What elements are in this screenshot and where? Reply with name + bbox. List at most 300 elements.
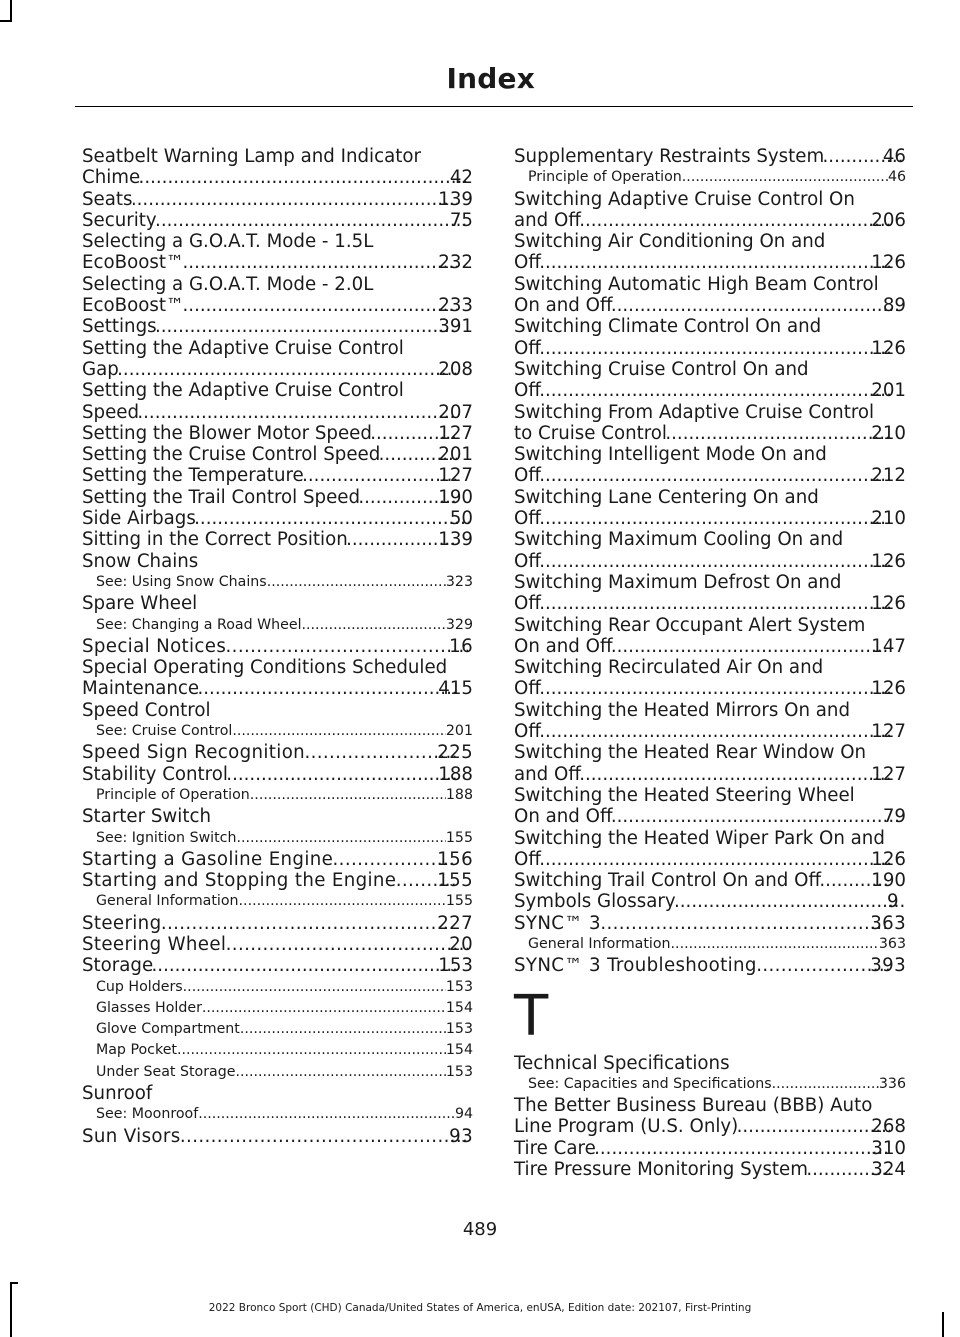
page-reference: 268	[871, 1116, 906, 1138]
index-entry-text: Principle of Operation	[96, 786, 250, 803]
footer-edition-note: 2022 Bronco Sport (CHD) Canada/United States of America, enUSA, Edition date: 202107, First-Printing	[208, 1302, 752, 1314]
index-subentry[interactable]	[82, 1062, 473, 1083]
index-entry-lead: Selecting a G.O.A.T. Mode - 1.5L	[82, 231, 374, 253]
dot-leader	[226, 636, 468, 657]
index-entry[interactable]	[82, 508, 473, 529]
page-reference: 50	[449, 508, 473, 530]
page-reference: 153	[445, 1021, 473, 1038]
page-reference: 127	[871, 763, 906, 785]
page-reference: 155	[437, 870, 473, 892]
index-entry-text: See: Cruise Control	[96, 723, 233, 740]
index-entry-row	[514, 848, 906, 870]
page-reference: 154	[445, 999, 473, 1016]
index-entry-row	[514, 763, 906, 785]
index-entry[interactable]	[82, 444, 473, 465]
index-entry-text: SYNC™ 3 Troubleshooting	[514, 955, 757, 977]
dot-leader	[239, 891, 446, 912]
index-entry-lead: Switching Automatic High Beam Control	[514, 273, 879, 295]
index-entry[interactable]	[514, 1159, 906, 1180]
index-entry[interactable]	[82, 465, 473, 486]
index-entry[interactable]	[82, 274, 473, 317]
index-entry-text: Symbols Glossary	[514, 891, 676, 913]
index-entry[interactable]	[514, 870, 906, 891]
crop-mark	[10, 1282, 18, 1284]
index-entry-row	[514, 955, 906, 977]
dot-leader	[199, 678, 457, 699]
page-reference: 126	[871, 593, 906, 615]
page-number: 489	[462, 1219, 498, 1240]
index-entry-row: Symbols Glossary ..... 9	[533, 891, 906, 912]
dot-leader	[304, 465, 458, 486]
index-subentry[interactable]	[82, 1040, 473, 1061]
index-entry-text: Setting the Trail Control Speed	[82, 486, 361, 508]
index-entry[interactable]	[82, 487, 473, 508]
index-subentry[interactable]	[82, 977, 473, 998]
page-reference: 126	[871, 550, 906, 572]
index-entry[interactable]	[514, 657, 906, 700]
index-entry-row	[82, 635, 473, 657]
dot-leader	[682, 167, 888, 188]
page-reference: 153	[445, 1063, 473, 1080]
index-entry[interactable]	[82, 380, 473, 423]
index-entry[interactable]	[514, 402, 906, 445]
index-entry-text: Principle of Operation	[528, 169, 682, 186]
index-entry[interactable]	[514, 444, 906, 487]
page-reference: 188	[438, 763, 473, 785]
index-entry-text: Setting the Blower Motor Speed	[82, 422, 372, 444]
index-entry-lead: Selecting a G.O.A.T. Mode - 2.0L	[82, 273, 374, 295]
dot-leader	[177, 1040, 446, 1061]
page-reference: 225	[437, 742, 473, 764]
index-entry-text: Line Program (U.S. Only)	[514, 1116, 739, 1138]
dot-leader	[541, 252, 890, 273]
index-entry-text: Cup Holders	[96, 978, 183, 995]
index-entry-text: General Information	[528, 935, 671, 952]
index-entry-row	[82, 529, 473, 551]
index-entry-text: See: Capacities and Specifications	[528, 1075, 772, 1092]
index-entry-row	[82, 188, 473, 210]
index-entry-row	[514, 870, 906, 892]
page-reference: 329	[445, 616, 473, 633]
dot-leader	[581, 210, 890, 231]
index-entry[interactable]	[82, 849, 473, 870]
dot-leader	[541, 508, 890, 529]
index-entry-row	[82, 933, 473, 955]
dot-leader	[667, 423, 890, 444]
page-reference: 75	[449, 209, 473, 231]
page-reference: 207	[438, 401, 473, 423]
page-reference: 227	[437, 912, 473, 934]
page-reference: 127	[438, 465, 473, 487]
page-reference: 201	[871, 380, 906, 402]
page-reference: 393	[870, 955, 906, 977]
index-entry-row	[82, 209, 473, 231]
index-entry-row	[96, 785, 473, 806]
index-entry[interactable]	[514, 487, 906, 530]
dot-leader	[157, 316, 458, 337]
crop-mark	[10, 0, 12, 20]
index-heading: Starter Switch	[82, 806, 212, 828]
index-entry[interactable]	[514, 891, 906, 912]
index-entry-row	[82, 508, 473, 530]
index-entry-text: Starting and Stopping the Engine	[82, 870, 397, 892]
index-entry-text: On and Off	[514, 635, 613, 657]
dot-leader	[541, 465, 890, 486]
index-entry[interactable]	[514, 146, 906, 167]
index-entry-text: SYNC™ 3	[514, 912, 601, 934]
index-entry-row	[82, 295, 473, 317]
index-entry[interactable]	[82, 316, 473, 337]
index-entry-text: Gap	[82, 358, 119, 380]
index-entry-text: See: Ignition Switch	[96, 829, 237, 846]
index-entry-text: Steering Wheel	[82, 933, 227, 955]
page-reference: 93	[449, 1125, 473, 1147]
index-entry[interactable]	[82, 636, 473, 657]
page-reference: 79	[882, 806, 906, 828]
index-entry-text: Speed Sign Recognition	[82, 742, 306, 764]
page-reference: 155	[445, 829, 473, 846]
index-entry-row	[514, 1159, 906, 1181]
dot-leader	[738, 1116, 890, 1137]
index-entry-lead: Switching the Heated Steering Wheel	[514, 784, 855, 806]
index-entry-text: Supplementary Restraints System	[514, 146, 825, 167]
dot-leader	[671, 934, 879, 955]
page-reference: 147	[871, 635, 906, 657]
index-entry[interactable]	[514, 529, 906, 572]
index-entry[interactable]	[82, 1126, 473, 1147]
index-entry-lead: Seatbelt Warning Lamp and Indicator	[82, 146, 421, 167]
index-entry-row	[514, 635, 906, 657]
dot-leader	[184, 252, 457, 273]
index-entry-lead: Switching Maximum Cooling On and	[514, 529, 844, 551]
index-entry-text: Tire Care	[514, 1137, 596, 1159]
page-reference: 20	[449, 933, 473, 955]
index-entry[interactable]	[514, 700, 906, 743]
page-reference: 153	[438, 955, 473, 977]
index-entry[interactable]	[82, 231, 473, 274]
index-entry-row	[528, 934, 906, 955]
index-entry-row	[82, 444, 473, 466]
index-entry[interactable]	[514, 828, 906, 871]
index-entry-lead: Setting the Adaptive Cruise Control	[82, 380, 404, 402]
index-entry-row	[82, 422, 473, 444]
index-entry-row	[82, 1125, 473, 1147]
dot-leader	[181, 1126, 469, 1147]
index-entry-text: Tire Pressure Monitoring System	[514, 1159, 808, 1181]
index-entry-row	[96, 1040, 473, 1061]
index-entry[interactable]	[82, 657, 473, 700]
index-entry-row	[82, 252, 473, 274]
index-heading: Technical Specifications	[514, 1052, 730, 1074]
index-entry-row	[82, 848, 473, 870]
crop-mark	[0, 20, 12, 22]
index-entry-text: Off	[514, 465, 541, 487]
index-entry-lead: Switching the Heated Rear Window On	[514, 742, 867, 764]
page-reference: 126	[871, 848, 906, 870]
index-entry[interactable]	[82, 913, 473, 934]
index-subentry[interactable]	[82, 828, 473, 849]
index-entry-text: On and Off	[514, 806, 613, 828]
index-entry-text: See: Using Snow Chains	[96, 573, 267, 590]
index-entry-row	[82, 167, 473, 189]
index-entry-text: and Off	[514, 763, 581, 785]
index-entry[interactable]	[514, 913, 906, 934]
dot-leader	[226, 934, 468, 955]
index-entry-lead: Switching Air Conditioning On and	[514, 231, 826, 253]
index-column-right	[514, 146, 906, 1180]
dot-leader	[541, 721, 890, 742]
index-entry[interactable]	[82, 870, 473, 891]
dot-leader	[153, 955, 457, 976]
index-entry-lead: Switching Climate Control On and	[514, 316, 822, 338]
index-entry-row	[96, 998, 473, 1019]
dot-leader	[581, 764, 890, 785]
page-reference: 233	[438, 295, 473, 317]
page-reference: 139	[438, 188, 473, 210]
dot-leader	[302, 615, 446, 636]
page-reference: 190	[438, 486, 473, 508]
index-entry-lead: Switching Cruise Control On and	[514, 358, 809, 380]
dot-leader	[772, 1074, 879, 1095]
page-reference: 208	[438, 358, 473, 380]
index-entry[interactable]	[82, 146, 473, 189]
index-entry-text: Sitting in the Correct Position	[82, 529, 348, 551]
index-entry[interactable]	[514, 572, 906, 615]
index-entry[interactable]	[514, 1138, 906, 1159]
index-entry-lead: Switching From Adaptive Cruise Control	[514, 401, 875, 423]
index-entry-row	[514, 806, 906, 828]
page-reference: 126	[871, 678, 906, 700]
page-reference: 89	[882, 295, 906, 317]
index-entry[interactable]	[82, 934, 473, 955]
dot-leader	[228, 764, 457, 785]
page-reference: 391	[438, 316, 473, 338]
dot-leader	[596, 1138, 891, 1159]
index-entry-lead: The Better Business Bureau (BBB) Auto	[514, 1095, 873, 1117]
index-entry-text: Security	[82, 209, 157, 231]
index-entry[interactable]	[82, 955, 473, 976]
index-entry-row	[514, 508, 906, 530]
index-entry[interactable]	[82, 764, 473, 785]
page-reference: 46	[882, 146, 906, 167]
dot-leader	[133, 189, 458, 210]
index-subentry[interactable]	[514, 167, 906, 188]
dot-leader	[140, 167, 469, 188]
index-entry-row	[514, 337, 906, 359]
index-entry-text: Off	[514, 678, 541, 700]
dot-leader	[612, 636, 890, 657]
index-entry-text: to Cruise Control	[514, 422, 667, 444]
index-entry-text: Off	[514, 550, 541, 572]
index-column-left	[82, 146, 473, 1147]
index-entry-row	[96, 891, 473, 912]
index-entry-lead: Switching Rear Occupant Alert System	[514, 614, 866, 636]
index-entry-lead: Switching Maximum Defrost On and	[514, 571, 842, 593]
dot-leader	[612, 806, 901, 827]
dot-leader	[232, 721, 446, 742]
page-reference: 415	[438, 678, 473, 700]
index-subentry[interactable]	[82, 1019, 473, 1040]
index-entry-text: Map Pocket	[96, 1042, 177, 1059]
dot-leader	[196, 508, 469, 529]
index-entry-text: Chime	[82, 167, 141, 189]
index-entry-row	[514, 721, 906, 743]
page-reference: 363	[870, 912, 906, 934]
index-entry-text: Steering	[82, 912, 162, 934]
index-entry-row	[82, 316, 473, 338]
index-entry[interactable]	[514, 189, 906, 232]
index-entry-text: Off	[514, 380, 541, 402]
index-entry-text: Seats	[82, 188, 133, 210]
dot-leader	[541, 593, 890, 614]
index-entry-row	[96, 1019, 473, 1040]
index-entry-text: Setting the Cruise Control Speed	[82, 444, 381, 466]
index-entry-row	[514, 678, 906, 700]
index-entry[interactable]	[514, 785, 906, 828]
index-entry-lead: Switching Recirculated Air On and	[514, 657, 824, 679]
page-reference: 127	[438, 422, 473, 444]
index-entry[interactable]	[82, 529, 473, 550]
index-entry[interactable]	[82, 210, 473, 231]
index-subentry[interactable]	[82, 891, 473, 912]
page-reference: 212	[871, 465, 906, 487]
index-entry-lead: Switching the Heated Wiper Park On and	[514, 827, 885, 849]
index-entry[interactable]	[514, 231, 906, 274]
index-subentry[interactable]	[82, 785, 473, 806]
dot-leader	[612, 295, 901, 316]
index-entry-text: Maintenance	[82, 678, 200, 700]
index-entry-text: Off	[514, 721, 541, 743]
index-entry-row	[514, 912, 906, 934]
index-entry-lead: Switching the Heated Mirrors On and	[514, 699, 851, 721]
index-entry-row	[514, 422, 906, 444]
index-entry[interactable]	[514, 955, 906, 976]
index-heading: Speed Control	[82, 699, 211, 721]
page-reference: 210	[871, 508, 906, 530]
index-subentry[interactable]	[82, 998, 473, 1019]
index-entry-row	[96, 1104, 473, 1125]
index-entry-text: Side Airbags	[82, 508, 196, 530]
index-entry-text: Settings	[82, 316, 157, 338]
index-entry-row	[82, 742, 473, 764]
index-entry-row	[514, 252, 906, 274]
dot-leader	[184, 295, 457, 316]
index-entry[interactable]	[514, 359, 906, 402]
page-reference: 16	[449, 635, 473, 657]
index-subentry[interactable]	[82, 721, 473, 742]
page-reference: 363	[878, 935, 906, 952]
index-entry[interactable]	[82, 423, 473, 444]
page-reference: 310	[871, 1137, 906, 1159]
index-entry-row	[82, 465, 473, 487]
page-reference: 190	[871, 870, 906, 892]
index-entry-text: See: Changing a Road Wheel	[96, 616, 302, 633]
index-entry-text: Off	[514, 848, 541, 870]
index-entry-row	[96, 615, 473, 636]
index-entry-lead: Special Operating Conditions Scheduled	[82, 657, 448, 679]
page-reference: 336	[878, 1075, 906, 1092]
index-entry-row	[82, 678, 473, 700]
dot-leader	[198, 1104, 455, 1125]
page-reference: 201	[438, 444, 473, 466]
index-subentry[interactable]	[514, 1074, 906, 1095]
dot-leader	[541, 678, 890, 699]
index-subentry[interactable]	[82, 572, 473, 593]
index-entry-text: Under Seat Storage	[96, 1063, 236, 1080]
index-entry-row	[96, 977, 473, 998]
index-entry-row	[82, 763, 473, 785]
index-entry-row	[514, 1116, 906, 1138]
index-entry-text: See: Moonroof	[96, 1106, 199, 1123]
index-entry[interactable]	[82, 338, 473, 381]
index-entry[interactable]	[514, 274, 906, 317]
index-entry[interactable]	[514, 316, 906, 359]
page-reference: 324	[871, 1159, 906, 1181]
dot-leader	[305, 742, 456, 763]
page-reference: 126	[871, 252, 906, 274]
index-entry[interactable]	[82, 189, 473, 210]
dot-leader	[541, 849, 890, 870]
page-reference: 94	[454, 1106, 473, 1123]
index-entry-row	[96, 721, 473, 742]
index-entry-text: and Off	[514, 209, 581, 231]
index-entry-text: Sun Visors	[82, 1125, 181, 1147]
page-reference: 155	[445, 893, 473, 910]
page-reference: 154	[445, 1042, 473, 1059]
dot-leader	[236, 828, 445, 849]
index-entry-row	[528, 1074, 906, 1095]
page-reference: 210	[871, 422, 906, 444]
index-subentry[interactable]	[82, 1104, 473, 1125]
index-entry-text: Off	[514, 252, 541, 274]
index-heading: Snow Chains	[82, 550, 199, 572]
index-entry-row	[514, 1137, 906, 1159]
dot-leader	[601, 913, 889, 934]
dot-leader	[139, 402, 457, 423]
index-entry-row	[514, 146, 906, 167]
page-reference: 139	[438, 529, 473, 551]
dot-leader	[157, 210, 469, 231]
dot-leader	[541, 551, 890, 572]
dot-leader	[676, 891, 906, 912]
index-entry[interactable]	[82, 742, 473, 763]
index-entry-row	[514, 295, 906, 317]
page-reference: 201	[445, 723, 473, 740]
index-entry[interactable]	[514, 742, 906, 785]
index-entry-text: Off	[514, 337, 541, 359]
page-reference: 323	[445, 573, 473, 590]
page-reference: 42	[449, 167, 473, 189]
page-reference: 188	[445, 786, 473, 803]
index-entry-lead: Switching Adaptive Cruise Control On	[514, 188, 855, 210]
page-reference: 153	[445, 978, 473, 995]
crop-mark	[942, 1312, 944, 1337]
page-title: Index	[446, 62, 535, 95]
index-entry-row	[514, 380, 906, 402]
dot-leader	[119, 359, 457, 380]
index-entry[interactable]	[514, 1095, 906, 1138]
index-entry-row	[82, 870, 473, 892]
index-subentry[interactable]	[82, 615, 473, 636]
index-entry-row	[528, 167, 906, 188]
page-reference: 46	[887, 169, 906, 186]
index-subentry[interactable]	[514, 934, 906, 955]
index-entry-text: EcoBoost™	[82, 295, 185, 317]
dot-leader	[250, 785, 446, 806]
index-entry-text: Special Notices	[82, 635, 227, 657]
index-heading: Sunroof	[82, 1083, 153, 1105]
index-entry[interactable]	[514, 615, 906, 658]
